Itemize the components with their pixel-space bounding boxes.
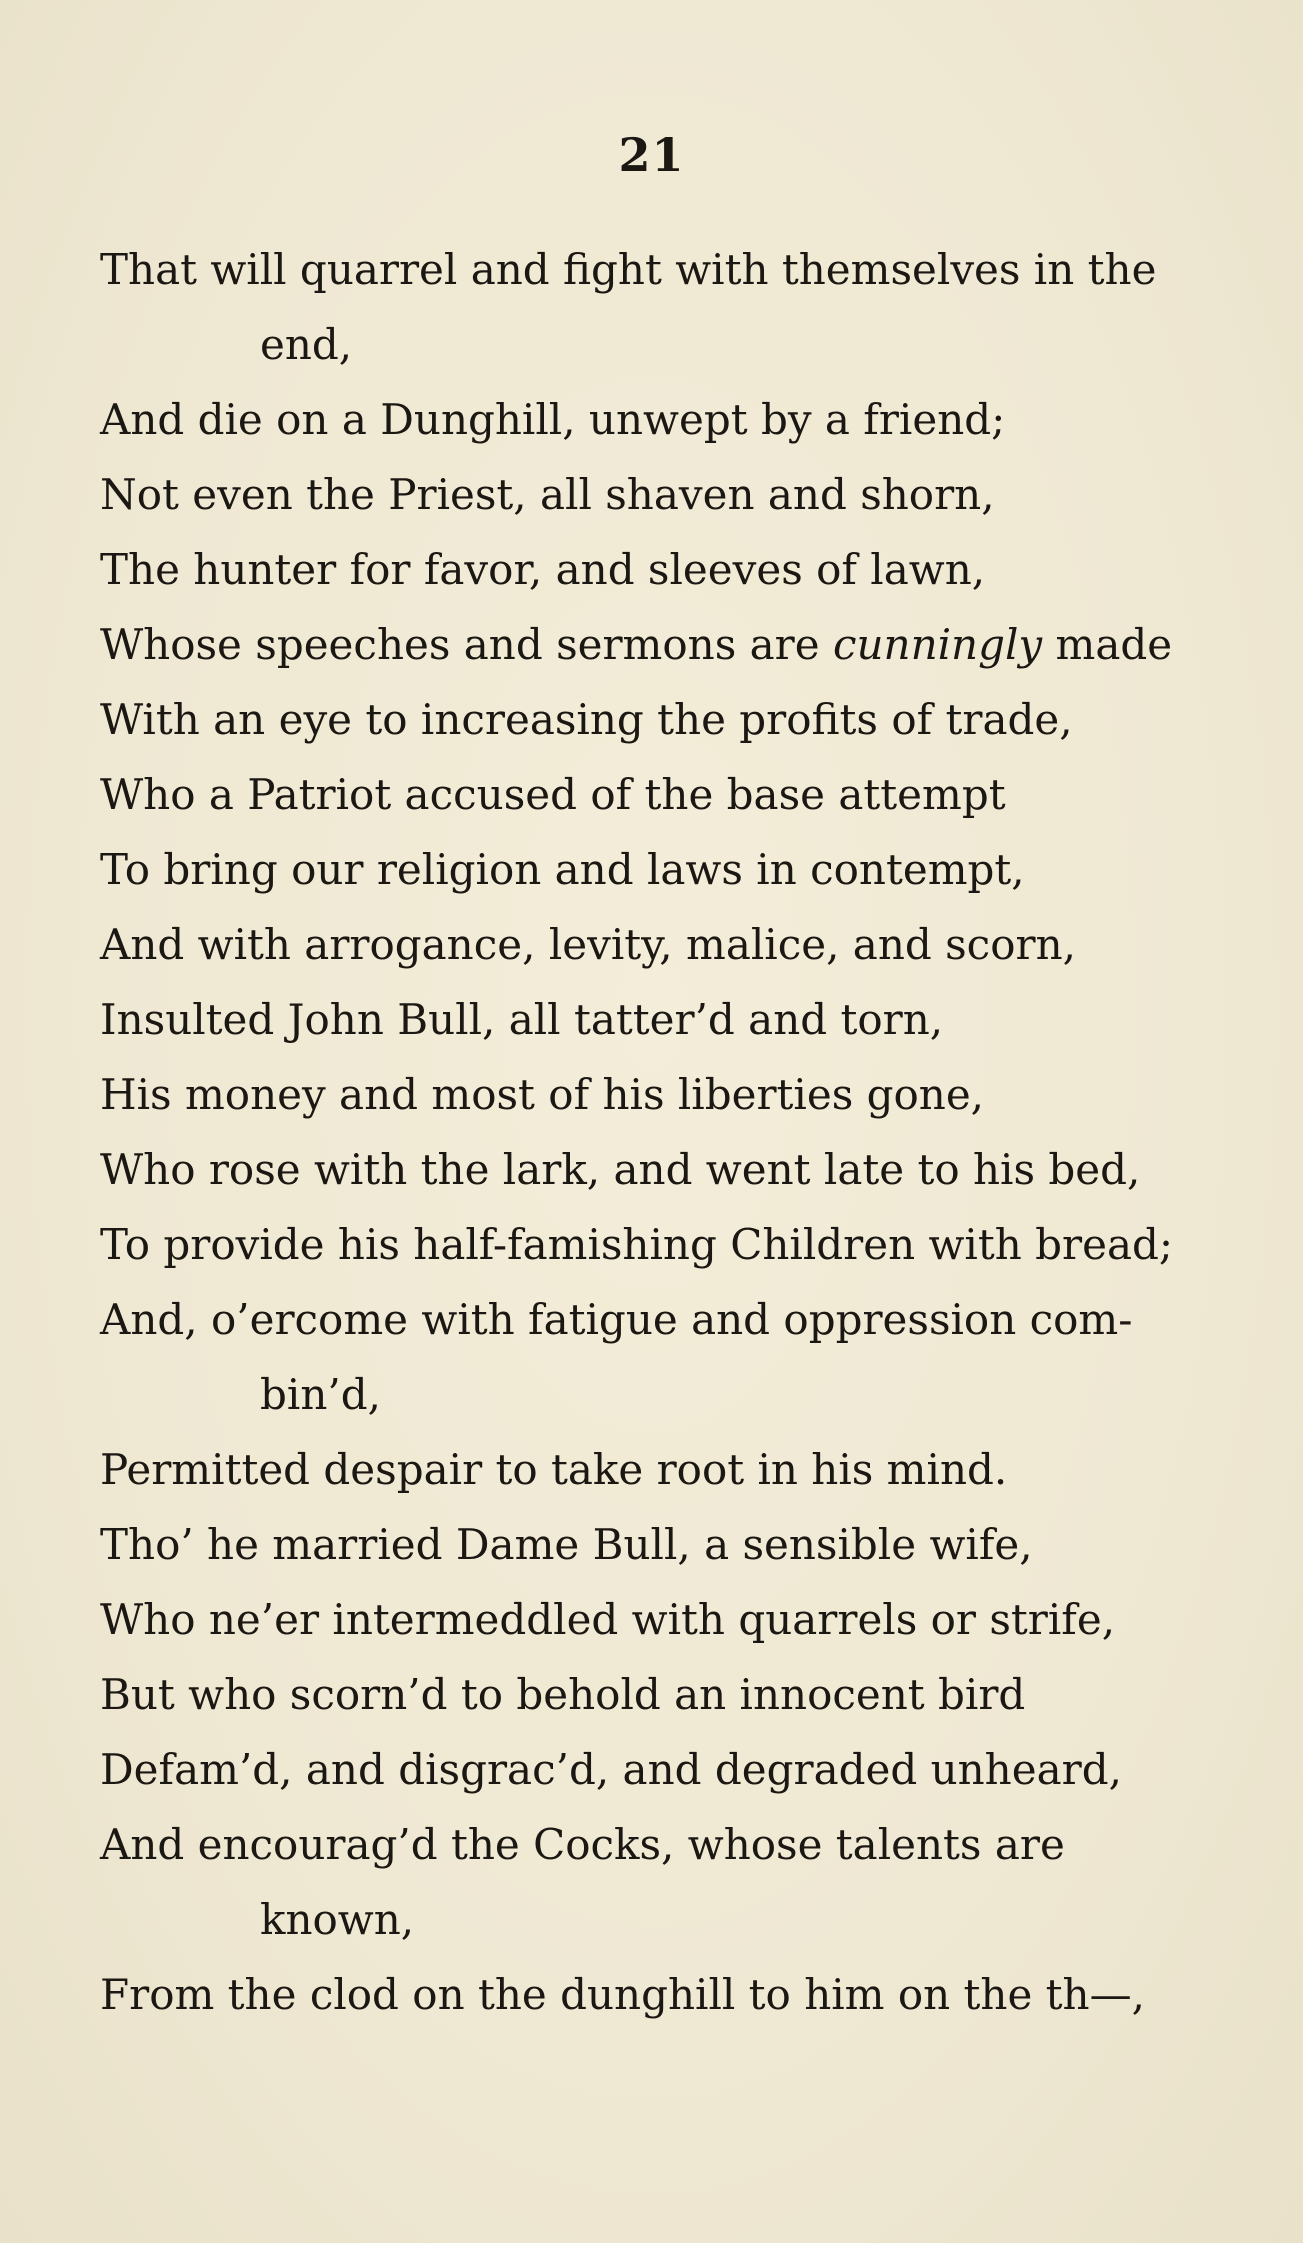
poem-line: But who scorn’d to behold an innocent bird — [100, 1670, 1026, 1719]
poem-line: From the clod on the dunghill to him on the th—, — [100, 1970, 1145, 2019]
poem-line: And die on a Dunghill, unwept by a friend; — [100, 395, 1006, 444]
poem-line: And, o’ercome with fatigue and oppression com- — [100, 1295, 1133, 1344]
poem-line: Who ne’er intermeddled with quarrels or strife, — [100, 1595, 1116, 1644]
poem-line: To provide his half-famishing Children with bread; — [100, 1220, 1174, 1269]
poem-line-continuation: bin’d, — [260, 1370, 381, 1419]
line-text: made — [1042, 620, 1173, 669]
poem-line-continuation: end, — [260, 320, 353, 369]
poem-line: Tho’ he married Dame Bull, a sensible wife, — [100, 1520, 1033, 1569]
poem-text — [100, 232, 1220, 2032]
poem-line: Defam’d, and disgrac’d, and degraded unheard, — [100, 1745, 1122, 1794]
poem-line: And encourag’d the Cocks, whose talents are — [100, 1820, 1065, 1869]
poem-line: Who a Patriot accused of the base attempt — [100, 770, 1006, 819]
poem-line: With an eye to increasing the profits of trade, — [100, 695, 1073, 744]
poem-line: That will quarrel and fight with themselves in the — [100, 245, 1157, 294]
poem-line: And with arrogance, levity, malice, and scorn, — [100, 920, 1076, 969]
poem-line: Who rose with the lark, and went late to his bed, — [100, 1145, 1141, 1194]
line-text: Whose speeches and sermons are — [100, 620, 833, 669]
poem-line: Not even the Priest, all shaven and shorn, — [100, 470, 995, 519]
poem-line: Permitted despair to take root in his mind. — [100, 1445, 1008, 1494]
poem-line: To bring our religion and laws in contempt, — [100, 845, 1025, 894]
poem-line: His money and most of his liberties gone, — [100, 1070, 985, 1119]
poem-line-continuation: known, — [260, 1895, 415, 1944]
poem-line — [100, 607, 1220, 682]
page-number: 21 — [618, 128, 685, 182]
poem-line: The hunter for favor, and sleeves of lawn, — [100, 545, 986, 594]
poem-line: Insulted John Bull, all tatter’d and torn, — [100, 995, 944, 1044]
italic-word: cunningly — [832, 620, 1043, 669]
